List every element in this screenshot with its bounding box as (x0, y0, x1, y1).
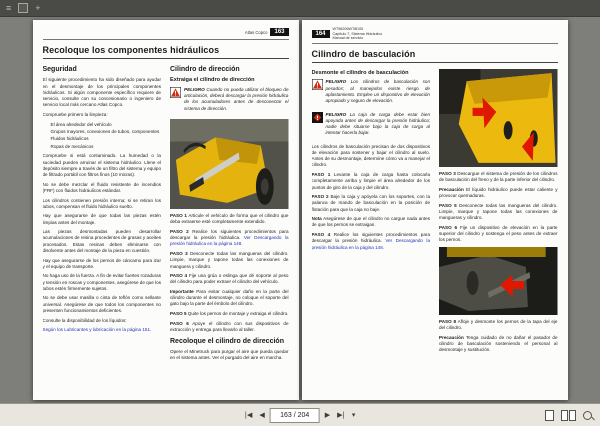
steering-cylinder-column (170, 64, 289, 394)
important-text: Para evitar cualquier daño en la parte del cilindro durante el desmontaje, no coloque el soporte del gato bajo la parte del émbolo del cilindro. (170, 289, 289, 307)
page-number-input[interactable]: 163 / 204 (270, 408, 320, 423)
danger-text (184, 87, 289, 112)
page-163 (33, 20, 299, 400)
photo-tipping-cylinder-bottom (439, 247, 558, 315)
danger-body: Los cilindros de basculación son pesados; al manejarlos existe riesgo de aplastamiento. Emplee un dispositivo de elevación apropiado y seguro de elevación. (325, 79, 431, 103)
view-options-caret[interactable]: ▾ (351, 410, 356, 419)
cross-reference-link[interactable]: Ver Descargando la presión hidráulica en la página 148. (311, 238, 430, 250)
warning-pressure-icon (312, 112, 323, 123)
safety-paragraph: Los cilindros contienen presión interna; si se retiran los tubos, compensan el fluido hidráulico suelto. (42, 197, 161, 209)
step-label: PASO 4 (170, 273, 188, 279)
list-item: • Grupos mayores, conexiones de tubos, componentes (51, 129, 162, 135)
tipping-left-column (312, 68, 431, 398)
steering-sub-heading: Extraiga el cilindro de dirección (170, 77, 255, 84)
header-doc-line: Manual de servicio (332, 36, 364, 41)
step-text: Levante la caja de carga hasta colocarla completamente arriba y limpie el área alrededor de los puntos de giro de la caja y del cilindro. (311, 172, 431, 190)
bottom-toolbar (0, 403, 600, 426)
list-item: • Fluidos hidráulicos (51, 136, 162, 142)
step-label: PASO 3 (170, 251, 188, 257)
zoom-icon[interactable] (583, 411, 592, 420)
step-text: Articule el vehículo de forma que el cilindro que deba extraerse esté completamente extendido. (170, 213, 289, 225)
danger-text (326, 79, 431, 104)
procedure-step (170, 229, 289, 248)
page-number-badge-164: 164 (312, 30, 330, 39)
procedure-step (312, 194, 431, 213)
safety-paragraph: Hay que asegurarse de los pernos de cáncamo para izar y el equipo de transporte. (42, 257, 161, 269)
note-label: Nota (311, 216, 322, 222)
header-doc-line: WT98206WT8D05 (332, 27, 364, 31)
danger-label: PELIGRO (184, 86, 205, 92)
danger-label: PELIGRO (325, 79, 347, 85)
tipping-right-column (439, 68, 558, 398)
procedure-step (170, 251, 289, 270)
page-title-left: Recoloque los componentes hidráulicos (43, 45, 289, 59)
right-page-header (312, 27, 558, 44)
step-text: Desconecte todas las mangueras del cilindro. Limpie, marque y tapone todas las conexiones de mangueras y cilindro. (439, 202, 558, 220)
cleanliness-list (45, 122, 162, 150)
step-text: Baje la caja y apóyela con los soportes, con la palanca de mando de basculación en la posición de flotación para que la caja no baje. (311, 194, 431, 212)
procedure-step (439, 171, 558, 183)
left-page-columns (43, 64, 289, 394)
procedure-step (170, 311, 289, 317)
step-text: Fije una grúa o eslinga que dé soporte al peso del cilindro para poder extraer el cilindro del vehículo. (170, 273, 289, 285)
page-navigation (243, 408, 358, 423)
note-block (312, 216, 431, 228)
document-area (0, 17, 600, 403)
right-page-columns (312, 68, 558, 398)
prev-page-button[interactable]: ◀ (259, 410, 265, 419)
safety-heading: Seguridad (42, 66, 77, 73)
header-doc-line: Capítulo 7, Sistema Hidráulico (332, 31, 383, 36)
danger-warning (170, 87, 289, 115)
add-tool-icon[interactable]: + (35, 2, 41, 13)
step-label: PASO 6 (170, 320, 189, 326)
step-text: Afloje y desmonte los pernos de la tapa del eje del cilindro. (439, 318, 558, 330)
left-page-header (43, 27, 289, 40)
warning-triangle-icon (170, 87, 181, 98)
safety-paragraph: Compruebe si está contaminado. La humedad o la suciedad pueden arruinar el sistema hidráulico. Llene el depósito siempre a través de un filtro del sistema y equipo de filtrado portátil con filtros finos (10 micras). (42, 153, 161, 177)
step-text: Quite los pernos de montaje y extraiga el cilindro. (187, 311, 289, 317)
pages-panel-icon[interactable] (18, 3, 28, 13)
procedure-step (170, 213, 289, 225)
safety-paragraph: Consulte la disponibilidad de los líquidos: (42, 317, 127, 323)
procedure-step (439, 319, 558, 331)
procedure-step (439, 203, 558, 222)
step-label: PASO 1 (170, 213, 187, 219)
top-toolbar (0, 0, 600, 17)
refit-heading: Recoloque el cilindro de dirección (170, 337, 284, 345)
photo-steering-cylinder (170, 119, 289, 209)
caution-block (439, 187, 558, 199)
danger-text (326, 112, 431, 137)
procedure-step (312, 172, 431, 191)
safety-paragraph: No haga uso de la fuerza. A fin de evitar fuertes rozaduras y tensión en roscas y componentes, asegúrese de que los tubos estén firmemente sujetos. (42, 273, 161, 291)
caution-label: Precaución (439, 186, 464, 192)
page-164 (302, 20, 568, 400)
list-item: • Ropas de mecánicos (51, 144, 162, 150)
safety-paragraph: Las piezas desmontadas pueden desarrollar acumulaciones de resina procedentes de grasas y aceites procesados. Estas resinas deben eliminarse con disolvente antes del montaje de la pieza en cuestión. (42, 229, 161, 253)
warning-triangle-icon (312, 79, 323, 90)
safety-paragraph: No se debe mezclar el fluido resistente de incendios (FRF) con fluidos hidráulicos estándar. (42, 181, 161, 193)
step-text: Desconecte todas las mangueras del cilindro. Limpie, marque y tapone todas las conexiones de manguera y cilindro. (170, 251, 289, 269)
step-label: PASO 3 (439, 170, 456, 176)
step-label: PASO 8 (439, 318, 457, 324)
list-item: • El área alrededor del vehículo (51, 122, 162, 128)
important-note (170, 289, 289, 308)
safety-paragraph: Compruebe primero la limpieza: (42, 111, 108, 117)
caution-label: Precaución (439, 334, 464, 340)
note-text: Asegúrese de que el cilindro no cargue nada antes de que los pernos se extraigan. (311, 216, 430, 228)
last-page-button[interactable]: ▶| (337, 410, 345, 419)
view-mode-icons (545, 410, 592, 421)
photo-tipping-cylinder-top (439, 69, 558, 167)
important-label: Importante (170, 289, 194, 295)
step-label: PASO 1 (311, 172, 331, 178)
caution-text: Tenga cuidado de no dañar el pasador de cilindro de basculación sosteniendo el personal al desmontaje y sustitución. (439, 334, 558, 352)
refit-paragraph: Opere el Minetruck para purgar el aire que pueda quedar en el sistema antes. Ver el purgado del aire en marcha. (170, 349, 289, 361)
two-page-view-icon[interactable] (561, 410, 576, 421)
safety-paragraph: No se debe usar masilla o cinta de teflón como sellante universal. Asegúrese de que todos los componentes no presenten funcionamientos deficientes. (42, 295, 161, 313)
step-text: Descargue el sistema de presión de los cilindros de basculación del freno y de la parte inferior del cilindro. (439, 170, 558, 183)
next-page-button[interactable]: ▶ (324, 410, 331, 419)
safety-paragraph: El siguiente procedimiento ha sido diseñado para ayudar en el desmontaje de los principales componentes hidráulicos. Si algún componente específico requiere de servicio, consulte con su concesionario o ingeniero de servicio local más cercano Atlas Copco. (42, 77, 161, 108)
cross-reference-link[interactable]: Ver Descargando la presión hidráulica en la página 148. (170, 235, 289, 247)
step-label: PASO 2 (311, 194, 329, 200)
danger-label: PELIGRO (325, 111, 347, 117)
caution-text: El líquido hidráulico puede estar caliente y provocar quemaduras. (439, 186, 558, 198)
step-text: Apoye el cilindro con sus dispositivos de extracción y entrega para llevarlo al taller. (170, 320, 289, 333)
steering-heading: Cilindro de dirección (170, 66, 240, 73)
step-label: PASO 6 (439, 224, 458, 230)
menu-icon[interactable]: ≡ (6, 2, 12, 13)
step-text: Fije un dispositivo de elevación en la parte superior del cilindro y sostenga el peso antes de extraer los pernos. (439, 224, 558, 243)
step-label: PASO 5 (170, 311, 187, 317)
header-doc-info (333, 27, 383, 41)
danger-warning (312, 79, 431, 107)
safety-paragraph: Hay que asegurarse de que todas las piezas estén limpias antes del montaje. (42, 213, 161, 225)
caution-block (439, 335, 558, 354)
procedure-step (312, 232, 431, 251)
step-label: PASO 4 (311, 232, 331, 238)
procedure-step (439, 225, 558, 244)
procedure-step (170, 273, 289, 285)
danger-body: Cuando no pueda utilizar el bloqueo de articulación, deberá descargar la presión hidráulica de los acumuladores antes de desconectar el sistema de dirección. (184, 86, 289, 111)
step-text: Realice los siguientes procedimientos para descargar la presión hidráulica. (311, 232, 431, 244)
single-page-view-icon[interactable] (545, 410, 554, 421)
tipping-paragraph: Los cilindros de basculación precisan de dos dispositivos de elevación para sostener y bajar el cilindro al suelo. Antes de su desmontaje, determine cómo va a manejar el cilindro. (311, 143, 430, 168)
step-text: Realice los siguientes procedimientos para descargar la presión hidráulica. (170, 229, 289, 241)
step-label: PASO 5 (439, 202, 457, 208)
cross-reference-link[interactable]: Según los Lubricantes y lubricación en la página 151. (42, 327, 152, 333)
header-doc-title: Atlas Copco (244, 29, 268, 35)
danger-body: La caja de carga debe estar bien apoyada antes de descargar la presión hidráulica; nadie debe situarse bajo la caja de carga al intentar hacerla bajar. (325, 111, 430, 136)
tipping-sub-heading: Desmonte el cilindro de basculación (311, 69, 409, 76)
page-number-badge-163: 163 (270, 28, 288, 37)
danger-warning (312, 112, 431, 140)
safety-column (43, 64, 162, 394)
step-label: PASO 2 (170, 229, 189, 235)
page-title-right: Cilindro de basculación (312, 49, 558, 63)
procedure-step (170, 321, 289, 333)
first-page-button[interactable]: |◀ (244, 410, 253, 419)
